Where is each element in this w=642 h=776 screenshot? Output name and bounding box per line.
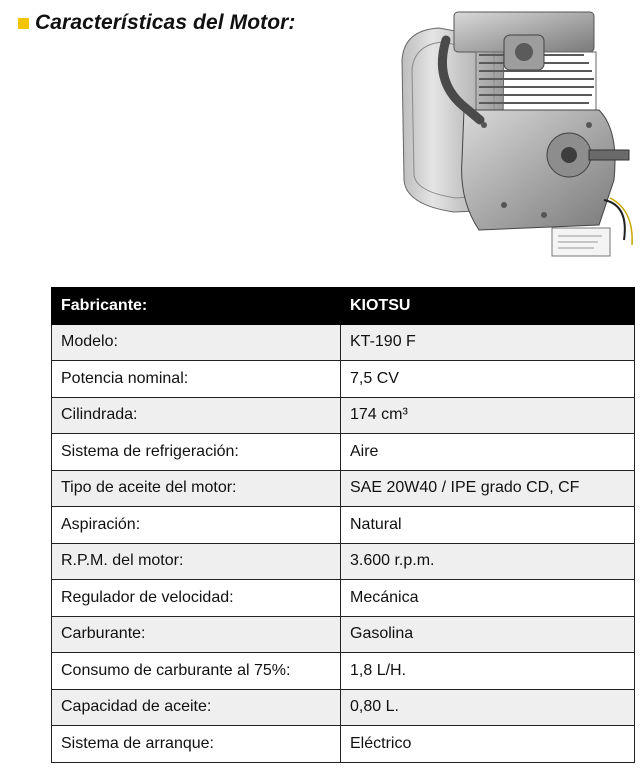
table-header-row bbox=[52, 288, 635, 325]
table-row bbox=[52, 361, 635, 398]
spec-value: Eléctrico bbox=[341, 726, 635, 763]
header-label: Fabricante: bbox=[52, 288, 341, 325]
table-row bbox=[52, 580, 635, 617]
table-row bbox=[52, 616, 635, 653]
spec-value: KT-190 F bbox=[341, 324, 635, 361]
spec-label: Aspiración: bbox=[52, 507, 341, 544]
table-row bbox=[52, 543, 635, 580]
spec-value: Gasolina bbox=[341, 616, 635, 653]
square-bullet-icon bbox=[18, 18, 29, 29]
table-row bbox=[52, 324, 635, 361]
table-row bbox=[52, 397, 635, 434]
table-row bbox=[52, 434, 635, 471]
engine-photo bbox=[384, 0, 640, 262]
spec-label: Consumo de carburante al 75%: bbox=[52, 653, 341, 690]
engine-specs-table bbox=[51, 287, 635, 763]
spec-label: R.P.M. del motor: bbox=[52, 543, 341, 580]
table-row bbox=[52, 689, 635, 726]
spec-value: Natural bbox=[341, 507, 635, 544]
spec-value: 174 cm³ bbox=[341, 397, 635, 434]
spec-label: Capacidad de aceite: bbox=[52, 689, 341, 726]
header-value: KIOTSU bbox=[341, 288, 635, 325]
spec-label: Sistema de refrigeración: bbox=[52, 434, 341, 471]
spec-label: Modelo: bbox=[52, 324, 341, 361]
spec-label: Tipo de aceite del motor: bbox=[52, 470, 341, 507]
spec-value: Aire bbox=[341, 434, 635, 471]
spec-label: Cilindrada: bbox=[52, 397, 341, 434]
section-title: Características del Motor: bbox=[35, 11, 296, 34]
spec-label: Sistema de arranque: bbox=[52, 726, 341, 763]
table-row bbox=[52, 507, 635, 544]
spec-label: Potencia nominal: bbox=[52, 361, 341, 398]
spec-value: SAE 20W40 / IPE grado CD, CF bbox=[341, 470, 635, 507]
spec-label: Regulador de velocidad: bbox=[52, 580, 341, 617]
spec-value: 1,8 L/H. bbox=[341, 653, 635, 690]
spec-label: Carburante: bbox=[52, 616, 341, 653]
section-heading bbox=[18, 10, 296, 36]
table-row bbox=[52, 653, 635, 690]
table-row bbox=[52, 470, 635, 507]
spec-value: 3.600 r.p.m. bbox=[341, 543, 635, 580]
table-row bbox=[52, 726, 635, 763]
spec-value: 0,80 L. bbox=[341, 689, 635, 726]
spec-value: Mecánica bbox=[341, 580, 635, 617]
spec-value: 7,5 CV bbox=[341, 361, 635, 398]
